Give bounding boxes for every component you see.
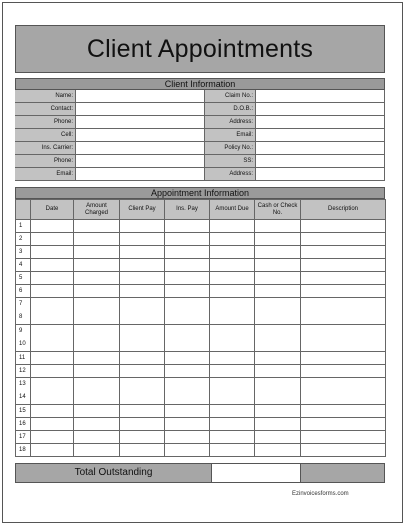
row-number — [16, 285, 31, 298]
table-cell[interactable] — [210, 246, 255, 259]
row-number — [16, 298, 31, 325]
table-cell[interactable] — [31, 298, 74, 325]
table-cell[interactable] — [120, 246, 165, 259]
table-cell[interactable] — [301, 365, 386, 378]
table-cell[interactable] — [120, 298, 165, 325]
table-cell[interactable] — [165, 246, 210, 259]
table-cell[interactable] — [210, 272, 255, 285]
table-cell[interactable] — [120, 272, 165, 285]
row-number-label: 18 — [19, 447, 26, 453]
table-cell[interactable] — [301, 431, 386, 444]
client-label-left: Name: — [15, 90, 75, 103]
client-label-left: Email: — [15, 168, 75, 181]
row-number-label: 15 — [19, 408, 26, 414]
row-number — [16, 418, 31, 431]
table-row — [16, 259, 386, 272]
row-number-label: 17 — [19, 434, 26, 440]
client-field-right[interactable] — [255, 142, 385, 155]
table-cell[interactable] — [74, 233, 120, 246]
row-number-label: 4 — [19, 262, 23, 268]
table-cell[interactable] — [301, 405, 386, 418]
row-number — [16, 405, 31, 418]
table-cell[interactable] — [255, 220, 301, 233]
table-cell[interactable] — [120, 233, 165, 246]
appointment-table — [15, 199, 386, 457]
appointment-rows — [16, 220, 386, 457]
client-field-right[interactable] — [255, 155, 385, 168]
table-cell[interactable] — [74, 405, 120, 418]
table-cell[interactable] — [210, 298, 255, 325]
row-number-label: 14 — [19, 394, 26, 400]
table-cell[interactable] — [301, 272, 386, 285]
table-cell[interactable] — [210, 233, 255, 246]
table-cell[interactable] — [165, 259, 210, 272]
table-row — [16, 272, 386, 285]
table-cell[interactable] — [210, 259, 255, 272]
table-cell[interactable] — [301, 444, 386, 457]
client-label-right: Address: — [205, 116, 255, 129]
table-cell[interactable] — [255, 418, 301, 431]
table-cell[interactable] — [74, 365, 120, 378]
client-field-left[interactable] — [75, 155, 205, 168]
table-row — [16, 352, 386, 365]
table-cell[interactable] — [210, 378, 255, 405]
table-cell[interactable] — [210, 325, 255, 352]
client-field-right[interactable] — [255, 168, 385, 181]
client-label-left: Contact: — [15, 103, 75, 116]
table-cell[interactable] — [120, 259, 165, 272]
table-cell[interactable] — [165, 405, 210, 418]
row-number-label: 7 — [19, 301, 23, 307]
client-label-right: Email: — [205, 129, 255, 142]
table-row — [16, 220, 386, 233]
row-number-label: 13 — [19, 381, 26, 387]
table-cell[interactable] — [301, 220, 386, 233]
footer-credit: Ezinvoicesforms.com — [292, 491, 349, 497]
table-cell[interactable] — [165, 418, 210, 431]
table-cell[interactable] — [210, 285, 255, 298]
row-number — [16, 444, 31, 457]
table-cell[interactable] — [120, 431, 165, 444]
table-cell[interactable] — [210, 444, 255, 457]
table-cell[interactable] — [301, 233, 386, 246]
table-cell[interactable] — [74, 325, 120, 352]
row-number-label: 16 — [19, 421, 26, 427]
table-row — [16, 431, 386, 444]
table-cell[interactable] — [74, 431, 120, 444]
column-header-client-pay: Client Pay — [120, 200, 165, 220]
table-cell[interactable] — [74, 444, 120, 457]
table-cell[interactable] — [120, 405, 165, 418]
table-row — [16, 365, 386, 378]
column-header-cash-or-check: Cash or Check No. — [255, 200, 301, 220]
client-field-left[interactable] — [75, 142, 205, 155]
table-cell[interactable] — [165, 298, 210, 325]
client-field-right[interactable] — [255, 103, 385, 116]
table-cell[interactable] — [255, 259, 301, 272]
row-number-label: 1 — [19, 223, 23, 229]
client-field-left[interactable] — [75, 103, 205, 116]
client-label-right: Claim No.: — [205, 90, 255, 103]
table-cell[interactable] — [74, 418, 120, 431]
table-cell[interactable] — [255, 431, 301, 444]
row-number-label: 11 — [19, 355, 26, 361]
table-cell[interactable] — [301, 378, 386, 405]
client-field-left[interactable] — [75, 168, 205, 181]
row-number-label: 12 — [19, 368, 26, 374]
total-outstanding-row — [15, 463, 385, 483]
table-cell[interactable] — [120, 325, 165, 352]
table-cell[interactable] — [301, 352, 386, 365]
table-cell[interactable] — [255, 352, 301, 365]
table-cell[interactable] — [31, 405, 74, 418]
table-cell[interactable] — [120, 285, 165, 298]
table-cell[interactable] — [31, 352, 74, 365]
table-cell[interactable] — [255, 365, 301, 378]
row-number-label: 9 — [19, 328, 23, 334]
row-number — [16, 272, 31, 285]
page-title: Client Appointments — [15, 25, 385, 73]
client-label-left: Ins. Carrier: — [15, 142, 75, 155]
table-cell[interactable] — [31, 431, 74, 444]
row-number-label: 3 — [19, 249, 23, 255]
table-cell[interactable] — [210, 405, 255, 418]
table-cell[interactable] — [165, 285, 210, 298]
row-number-label: 2 — [19, 236, 23, 242]
client-field-left[interactable] — [75, 116, 205, 129]
table-cell[interactable] — [210, 365, 255, 378]
table-cell[interactable] — [120, 378, 165, 405]
row-number-label: 8 — [19, 314, 23, 320]
table-row — [16, 246, 386, 259]
table-row — [16, 405, 386, 418]
client-label-right: Policy No.: — [205, 142, 255, 155]
client-label-left: Phone: — [15, 155, 75, 168]
table-cell[interactable] — [165, 431, 210, 444]
table-cell[interactable] — [120, 352, 165, 365]
table-cell[interactable] — [301, 418, 386, 431]
table-row — [16, 233, 386, 246]
table-cell[interactable] — [255, 246, 301, 259]
table-cell[interactable] — [31, 365, 74, 378]
table-cell[interactable] — [165, 220, 210, 233]
row-number — [16, 220, 31, 233]
client-field-right[interactable] — [255, 90, 385, 103]
table-cell[interactable] — [255, 233, 301, 246]
appointment-header-row — [16, 200, 386, 220]
table-cell[interactable] — [165, 352, 210, 365]
table-row — [16, 325, 386, 352]
row-number — [16, 431, 31, 444]
table-cell[interactable] — [74, 220, 120, 233]
table-cell[interactable] — [165, 233, 210, 246]
table-cell[interactable] — [31, 444, 74, 457]
table-cell[interactable] — [74, 352, 120, 365]
appointment-information-header: Appointment Information — [15, 187, 385, 199]
table-cell[interactable] — [120, 365, 165, 378]
table-cell[interactable] — [301, 325, 386, 352]
table-cell[interactable] — [74, 285, 120, 298]
column-header-ins-pay: Ins. Pay — [165, 200, 210, 220]
table-cell[interactable] — [255, 285, 301, 298]
column-header-date: Date — [31, 200, 74, 220]
row-number — [16, 365, 31, 378]
total-outstanding-label: Total Outstanding — [16, 464, 211, 482]
table-row — [16, 285, 386, 298]
table-cell[interactable] — [210, 418, 255, 431]
column-header-amount-charged: Amount Charged — [74, 200, 120, 220]
table-cell[interactable] — [210, 352, 255, 365]
total-outstanding-field[interactable] — [211, 464, 301, 482]
table-cell[interactable] — [31, 233, 74, 246]
row-number — [16, 352, 31, 365]
table-cell[interactable] — [301, 259, 386, 272]
client-label-left: Cell: — [15, 129, 75, 142]
table-cell[interactable] — [31, 272, 74, 285]
client-information-header: Client Information — [15, 78, 385, 90]
table-row — [16, 298, 386, 325]
table-cell[interactable] — [165, 444, 210, 457]
table-cell[interactable] — [301, 298, 386, 325]
table-row — [16, 444, 386, 457]
table-cell[interactable] — [120, 220, 165, 233]
column-header-description: Description — [301, 200, 386, 220]
column-header-amount-due: Amount Due — [210, 200, 255, 220]
table-cell[interactable] — [31, 418, 74, 431]
table-cell[interactable] — [31, 220, 74, 233]
table-cell[interactable] — [301, 285, 386, 298]
client-field-left[interactable] — [75, 129, 205, 142]
table-cell[interactable] — [165, 272, 210, 285]
table-row — [16, 418, 386, 431]
table-cell[interactable] — [255, 298, 301, 325]
row-number — [16, 246, 31, 259]
row-number — [16, 233, 31, 246]
row-number-label: 5 — [19, 275, 23, 281]
table-row — [16, 378, 386, 405]
table-cell[interactable] — [74, 298, 120, 325]
row-number — [16, 325, 31, 352]
table-cell[interactable] — [255, 272, 301, 285]
table-cell[interactable] — [165, 325, 210, 352]
total-row-filler — [301, 464, 384, 482]
table-cell[interactable] — [120, 418, 165, 431]
table-cell[interactable] — [255, 378, 301, 405]
table-cell[interactable] — [31, 259, 74, 272]
table-cell[interactable] — [165, 365, 210, 378]
table-cell[interactable] — [210, 431, 255, 444]
table-cell[interactable] — [255, 325, 301, 352]
row-number — [16, 259, 31, 272]
client-field-left[interactable] — [75, 90, 205, 103]
table-cell[interactable] — [31, 285, 74, 298]
row-number-header — [16, 200, 31, 220]
client-label-right: SS: — [205, 155, 255, 168]
table-cell[interactable] — [210, 220, 255, 233]
table-cell[interactable] — [255, 405, 301, 418]
row-number — [16, 378, 31, 405]
row-number-label: 10 — [19, 341, 26, 347]
table-cell[interactable] — [255, 444, 301, 457]
table-cell[interactable] — [165, 378, 210, 405]
client-label-left: Phone: — [15, 116, 75, 129]
table-cell[interactable] — [120, 444, 165, 457]
table-cell[interactable] — [31, 325, 74, 352]
row-number-label: 6 — [19, 288, 23, 294]
table-cell[interactable] — [301, 246, 386, 259]
client-field-right[interactable] — [255, 116, 385, 129]
client-field-right[interactable] — [255, 129, 385, 142]
client-label-right: Address: — [205, 168, 255, 181]
table-cell[interactable] — [74, 272, 120, 285]
table-cell[interactable] — [31, 378, 74, 405]
table-cell[interactable] — [31, 246, 74, 259]
table-cell[interactable] — [74, 378, 120, 405]
client-label-right: D.O.B.: — [205, 103, 255, 116]
table-cell[interactable] — [74, 259, 120, 272]
table-cell[interactable] — [74, 246, 120, 259]
